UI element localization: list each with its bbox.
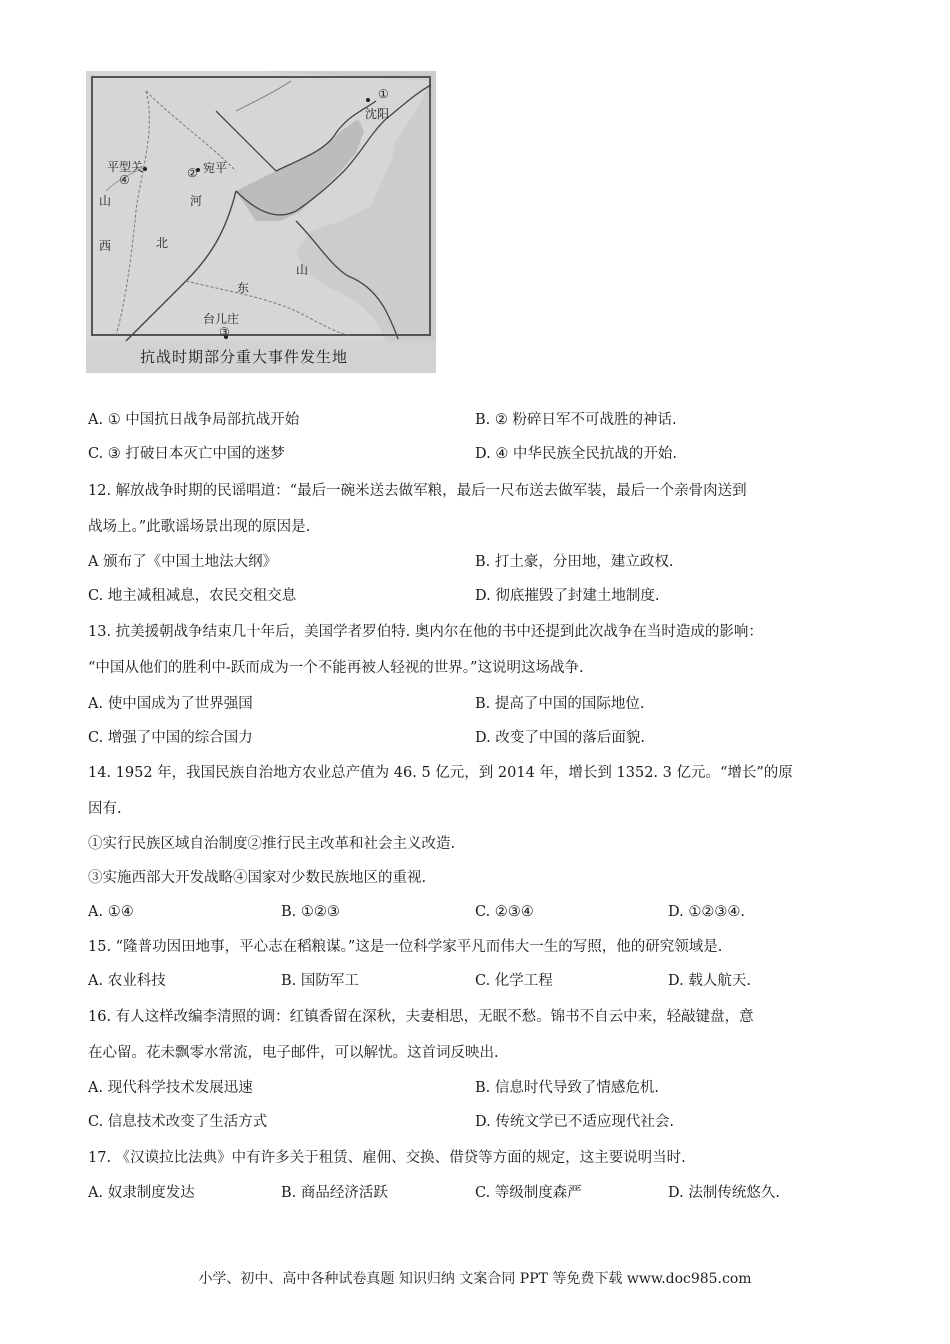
text-line: 在心留。花未飘零水常流，电子邮件，可以解忧。这首词反映出. (88, 1045, 499, 1061)
text-line: D. 法制传统悠久. (668, 1185, 780, 1201)
text-line: ③实施西部大开发战略④国家对少数民族地区的重视. (88, 870, 427, 886)
text-line: C. ②③④ (475, 904, 534, 920)
text-line: ①实行民族区域自治制度②推行民主改革和社会主义改造. (88, 836, 456, 852)
text-line: “中国从他们的胜利中-跃而成为一个不能再被人轻视的世界。”这说明这场战争. (88, 660, 584, 676)
map-label-taierzhuang: 台儿庄 (203, 312, 240, 326)
text-line: A. 农业科技 (88, 973, 166, 989)
text-line: B. 打土豪，分田地，建立政权. (475, 554, 674, 570)
text-line: 战场上。”此歌谣场景出现的原因是. (88, 519, 311, 535)
map-label-shenyang-number: ① (378, 87, 389, 101)
map-label-shan-east: 山 (296, 263, 309, 277)
text-line: D. 传统文学已不适应现代社会. (475, 1114, 674, 1130)
text-line: C. 地主减租减息，农民交租交息 (88, 588, 297, 604)
map-label-dong: 东 (237, 281, 250, 295)
map-label-pingxingguan: 平型关 (107, 160, 144, 174)
text-line: 15. “隆普功因田地事，平心志在稻粮谋。”这是一位科学家平凡而伟大一生的写照，他的研究领域是. (88, 939, 723, 955)
map-label-bei: 北 (156, 236, 169, 250)
text-line: 14. 1952 年，我国民族自治地方农业总产值为 46. 5 亿元，到 2014 年，增长到 1352. 3 亿元。“增长”的原 (88, 765, 793, 781)
text-line: B. ①②③ (281, 904, 340, 920)
text-line: A. 现代科学技术发展迅速 (88, 1080, 253, 1096)
map-label-xi: 西 (99, 239, 112, 253)
map-label-shan-west: 山 (99, 194, 112, 208)
text-line: 13. 抗美援朝战争结束几十年后，美国学者罗伯特. 奥内尔在他的书中还提到此次战争在当时造成的影响： (88, 624, 763, 640)
text-line: D. 改变了中国的落后面貌. (475, 730, 645, 746)
text-line: C. ③ 打破日本灭亡中国的迷梦 (88, 446, 285, 462)
text-line: C. 信息技术改变了生活方式 (88, 1114, 268, 1130)
map-caption: 抗战时期部分重大事件发生地 (86, 341, 436, 373)
text-line: A. 奴隶制度发达 (88, 1185, 195, 1201)
text-line: D. 彻底摧毁了封建土地制度. (475, 588, 660, 604)
map-label-pingxingguan-number: ④ (119, 173, 130, 187)
text-line: 17. 《汉谟拉比法典》中有许多关于租赁、雇佣、交换、借贷等方面的规定，这主要说明当时. (88, 1150, 686, 1166)
map-label-shenyang: 沈阳 (365, 107, 390, 121)
text-line: C. 化学工程 (475, 973, 553, 989)
text-line: D. 载人航天. (668, 973, 751, 989)
historical-map-figure (86, 71, 436, 373)
text-line: D. ①②③④. (668, 904, 745, 920)
text-line: 16. 有人这样改编李清照的调：红镇香留在深秋，夫妻相思，无眠不愁。锦书不自云中来，轻敲键盘，意 (88, 1009, 754, 1025)
map-label-wanping-number: ② (187, 166, 198, 180)
text-line: 因有. (88, 801, 122, 817)
text-line: A. 使中国成为了世界强国 (88, 696, 253, 712)
text-line: B. 国防军工 (281, 973, 359, 989)
text-line: B. 提高了中国的国际地位. (475, 696, 645, 712)
text-line: D. ④ 中华民族全民抗战的开始. (475, 446, 678, 462)
text-line: 12. 解放战争时期的民谣唱道：“最后一碗米送去做军粮，最后一尺布送去做军装，最后一个亲骨肉送到 (88, 483, 747, 499)
text-line: A. ① 中国抗日战争局部抗战开始 (88, 412, 300, 428)
map-label-he: 河 (190, 194, 203, 208)
page-footer: 小学、初中、高中各种试卷真题 知识归纳 文案合同 PPT 等免费下载 www.doc985.com (198, 1271, 752, 1287)
map-label-wanping: 宛平 (203, 161, 228, 175)
text-line: C. 等级制度森严 (475, 1185, 582, 1201)
text-line: B. 信息时代导致了情感危机. (475, 1080, 659, 1096)
text-line: B. 商品经济活跃 (281, 1185, 388, 1201)
text-line: B. ② 粉碎日军不可战胜的神话. (475, 412, 677, 428)
map-label-taierzhuang-number: ③ (219, 325, 230, 339)
text-line: A 颁布了《中国土地法大纲》 (88, 554, 278, 570)
text-line: C. 增强了中国的综合国力 (88, 730, 253, 746)
text-line: A. ①④ (88, 904, 134, 920)
